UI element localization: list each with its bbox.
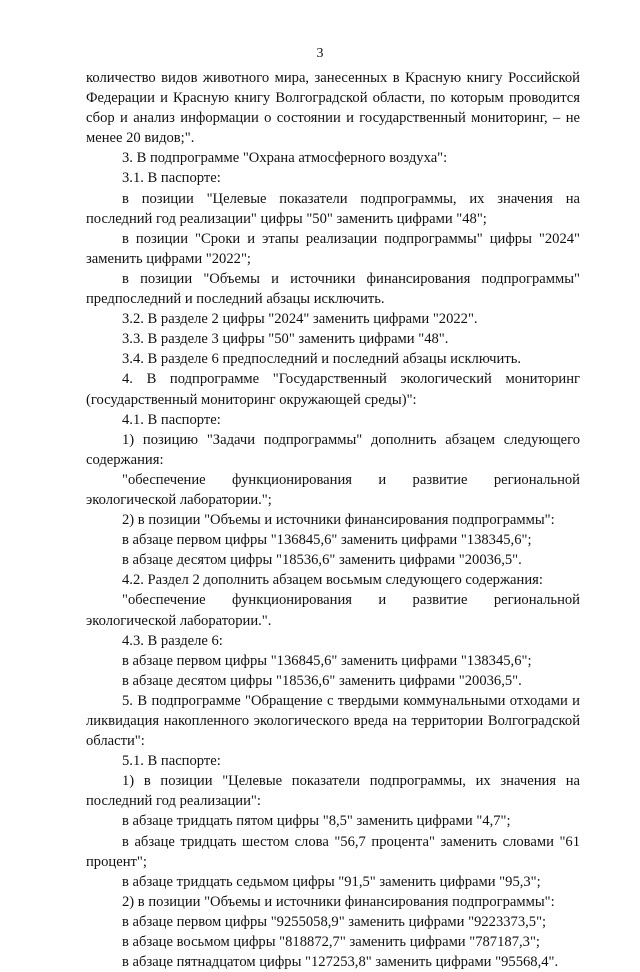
- paragraph-17: 4.2. Раздел 2 дополнить абзацем восьмым следующего содержания:: [122, 572, 543, 589]
- paragraph-10: 4. В подпрограмме "Государственный экологический мониторинг (государственный мониторинг окружающей среды)":: [86, 371, 580, 408]
- paragraph-28: 2) в позиции "Объемы и источники финансирования подпрограммы":: [122, 893, 555, 910]
- paragraph-8: 3.3. В разделе 3 цифры "50" заменить цифрами "48".: [122, 331, 449, 348]
- paragraph-19: 4.3. В разделе 6:: [122, 632, 223, 649]
- paragraph-2: 3. В подпрограмме "Охрана атмосферного воздуха":: [122, 150, 448, 167]
- paragraph-23: 5.1. В паспорте:: [122, 753, 221, 770]
- paragraph-7: 3.2. В разделе 2 цифры "2024" заменить цифрами "2022".: [122, 311, 478, 328]
- paragraph-18: "обеспечение функционирования и развитие региональной экологической лаборатории.".: [86, 592, 580, 629]
- paragraph-3: 3.1. В паспорте:: [122, 170, 221, 187]
- paragraph-30: в абзаце восьмом цифры "818872,7" заменить цифрами "787187,3";: [122, 934, 540, 951]
- paragraph-6: в позиции "Объемы и источники финансирования подпрограммы" предпоследний и последний абзацы исключить.: [86, 270, 580, 308]
- paragraph-15: в абзаце первом цифры "136845,6" заменить цифрами "138345,6";: [122, 532, 532, 549]
- paragraph-13: "обеспечение функционирования и развитие региональной экологической лаборатории.";: [86, 471, 580, 508]
- paragraph-21: в абзаце десятом цифры "18536,6" заменить цифрами "20036,5".: [122, 672, 522, 689]
- paragraph-14: 2) в позиции "Объемы и источники финансирования подпрограммы":: [122, 512, 555, 529]
- paragraph-29: в абзаце первом цифры "9255058,9" заменить цифрами "9223373,5";: [122, 913, 547, 930]
- paragraph-12: 1) позицию "Задачи подпрограммы" дополнить абзацем следующего содержания:: [86, 431, 580, 468]
- paragraph-26: в абзаце тридцать шестом слова "56,7 процента" заменить словами "61 процент";: [86, 833, 580, 870]
- paragraph-4: в позиции "Целевые показатели подпрограммы, их значения на последний год реализации" цифры "50" заменить цифрами "48";: [86, 190, 580, 227]
- paragraph-25: в абзаце тридцать пятом цифры "8,5" заменить цифрами "4,7";: [122, 813, 511, 830]
- paragraph-11: 4.1. В паспорте:: [122, 411, 221, 428]
- document-body: [86, 68, 580, 972]
- page-number: 3: [316, 46, 324, 61]
- paragraph-22: 5. В подпрограмме "Обращение с твердыми коммунальными отходами и ликвидация накопленного экологического вреда на территории Волгоградской области":: [86, 692, 580, 750]
- paragraph-5: в позиции "Сроки и этапы реализации подпрограммы" цифры "2024" заменить цифрами "2022";: [86, 230, 580, 267]
- paragraph-9: 3.4. В разделе 6 предпоследний и последний абзацы исключить.: [122, 351, 522, 368]
- paragraph-1: количество видов животного мира, занесенных в Красную книгу Российской Федерации и Красную книгу Волгоградской области, по которым проводится сбор и анализ информации о состоянии и государственный мониторинг, – не менее 20 видов;".: [86, 70, 580, 147]
- paragraph-16: в абзаце десятом цифры "18536,6" заменить цифрами "20036,5".: [122, 552, 522, 569]
- paragraph-27: в абзаце тридцать седьмом цифры "91,5" заменить цифрами "95,3";: [122, 873, 541, 890]
- paragraph-20: в абзаце первом цифры "136845,6" заменить цифрами "138345,6";: [122, 652, 532, 669]
- paragraph-31: в абзаце пятнадцатом цифры "127253,8" заменить цифрами "95568,4".: [122, 954, 559, 971]
- paragraph-24: 1) в позиции "Целевые показатели подпрограммы, их значения на последний год реализации":: [86, 773, 580, 810]
